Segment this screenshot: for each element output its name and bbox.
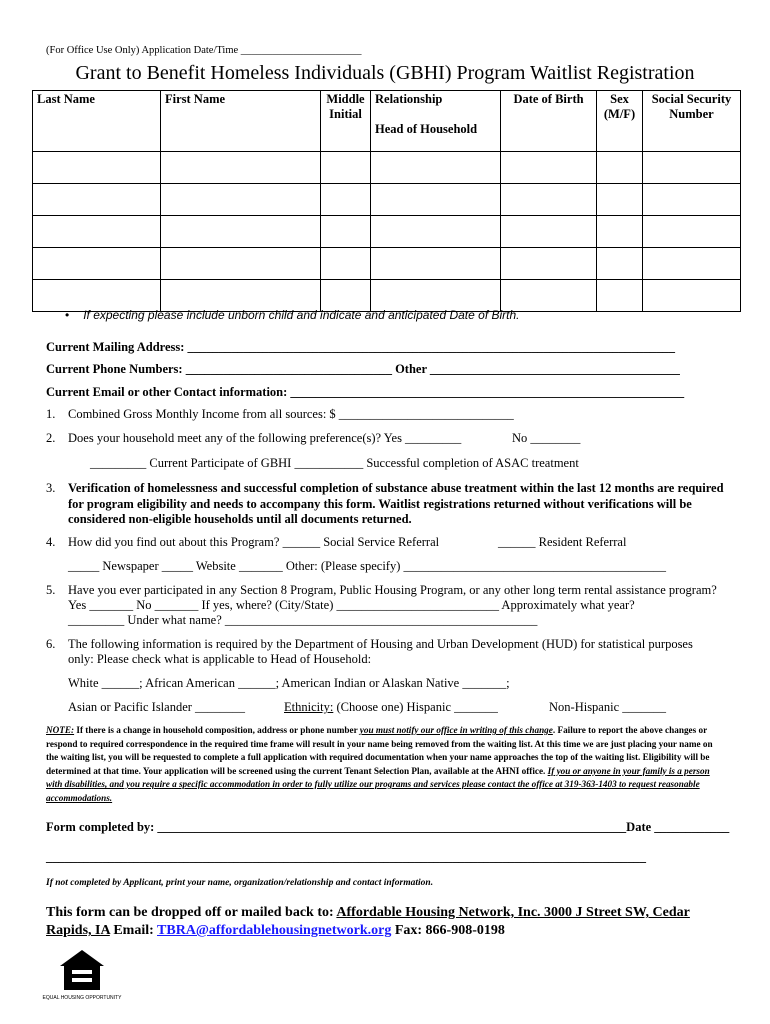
q3-number: 3. — [46, 481, 56, 495]
q6-nonhispanic[interactable]: Non-Hispanic _______ — [549, 700, 666, 714]
col-relationship: Relationship Head of Household — [371, 91, 501, 152]
q2-no[interactable]: No ________ — [512, 431, 581, 445]
q6-line2: only: Please check what is applicable to Head of Household: — [68, 652, 372, 666]
email-link[interactable]: TBRA@affordablehousingnetwork.org — [157, 923, 392, 938]
col-last-name: Last Name — [33, 91, 161, 152]
mailing-address-field[interactable]: Current Mailing Address: ______________________________________________________________________________ — [46, 340, 676, 354]
q2-options[interactable]: _________ Current Participate of GBHI ___________ Successful completion of ASAC treatment — [90, 456, 579, 470]
table-row[interactable] — [33, 152, 741, 184]
q4-source[interactable]: How did you find out about this Program? ______ Social Service Referral — [68, 535, 440, 549]
q6-line1: The following information is required by the Department of Housing and Urban Development (HUD) for statistical purposes — [68, 637, 693, 651]
blank-line[interactable]: ________________________________________________________________________________________________ — [46, 850, 646, 864]
col-first-name: First Name — [161, 91, 321, 152]
q4-number: 4. — [46, 535, 56, 549]
col-sex: Sex (M/F) — [597, 91, 643, 152]
table-row[interactable] — [33, 280, 741, 312]
household-table — [32, 90, 741, 312]
col-dob: Date of Birth — [501, 91, 597, 152]
table-row[interactable] — [33, 184, 741, 216]
q3-verification: Verification of homelessness and successful completion of substance abuse treatment within the last 12 months are required for program eligibility and needs to accompany this form. Waitlist registrations returned without verifications will be considered non-eligible households until all documents returned. — [68, 481, 724, 526]
q1-number: 1. — [46, 407, 56, 421]
q5-line1: Have you ever participated in any Section 8 Program, Public Housing Program, or any other long term rental assistance program? — [68, 583, 717, 597]
form-completed-by[interactable]: Form completed by: ___________________________________________________________________________Date ____________ — [46, 820, 730, 834]
svg-text:EQUAL HOUSING OPPORTUNITY: EQUAL HOUSING OPPORTUNITY — [42, 995, 122, 1001]
head-of-household-label: Head of Household — [375, 122, 478, 136]
office-use-line: (For Office Use Only) Application Date/Time _______________________ — [46, 45, 362, 56]
q2-number: 2. — [46, 431, 56, 445]
applicant-note: If not completed by Applicant, print your name, organization/relationship and contact information. — [46, 878, 434, 888]
col-ssn: Social Security Number — [643, 91, 741, 152]
q4-resident[interactable]: ______ Resident Referral — [498, 535, 627, 549]
col-middle-initial: Middle Initial — [321, 91, 371, 152]
page-title: Grant to Benefit Homeless Individuals (GBHI) Program Waitlist Registration — [75, 62, 695, 84]
q2-preference[interactable]: Does your household meet any of the following preference(s)? Yes _________ — [68, 431, 462, 445]
q6-ethnicity[interactable]: Ethnicity: (Choose one) Hispanic _______ — [284, 700, 498, 714]
table-row[interactable] — [33, 216, 741, 248]
equal-housing-logo — [42, 948, 122, 1006]
change-notice: NOTE: If there is a change in household composition, address or phone number you must notify our office in writing of this change. Failure to report the above changes or respond to required correspondence in the required time frame will result in your name being removed from the waiting list. At this time we are just placing your name on the waiting list, you will be requested to complete a full application with required documentation when your name approaches the top of the waiting list. Eligibility will be determined at that time. Your application will be screened using the current Tenant Selection Plan, available at the AHNI office. If you or anyone in your family is a person with disabilities, and you require a specific accommodation in order to fully utilize our programs and services please contact the office at 319-363-1403 to request reasonable accommodations. — [46, 725, 713, 803]
q4-options[interactable]: _____ Newspaper _____ Website _______ Other: (Please specify) __________________________________________ — [68, 559, 666, 573]
q6-asian[interactable]: Asian or Pacific Islander ________ — [68, 700, 246, 714]
table-header-row — [33, 91, 741, 152]
q6-race[interactable]: White ______; African American ______; American Indian or Alaskan Native _______; — [68, 676, 510, 690]
q5-line3[interactable]: _________ Under what name? __________________________________________________ — [68, 613, 538, 627]
q1-income[interactable]: Combined Gross Monthly Income from all sources: $ ____________________________ — [68, 407, 514, 421]
table-row[interactable] — [33, 248, 741, 280]
expecting-note: • If expecting please include unborn child and indicate and anticipated Date of Birth. — [65, 308, 520, 322]
dropoff-info: This form can be dropped off or mailed back to: Affordable Housing Network, Inc. 3000 J Street SW, Cedar Rapids, IA Email: TBRA@affordablehousingnetwork.org Fax: 866-908-0198 — [46, 905, 690, 938]
q6-number: 6. — [46, 637, 56, 651]
q5-number: 5. — [46, 583, 56, 597]
q5-line2[interactable]: Yes _______ No _______ If yes, where? (City/State) __________________________ Approximately what year? — [68, 598, 635, 612]
email-field[interactable]: Current Email or other Contact information: _______________________________________________________________ — [46, 385, 685, 399]
phone-field[interactable]: Current Phone Numbers: _________________________________ Other ________________________________________ — [46, 362, 680, 376]
house-icon — [42, 948, 122, 1006]
